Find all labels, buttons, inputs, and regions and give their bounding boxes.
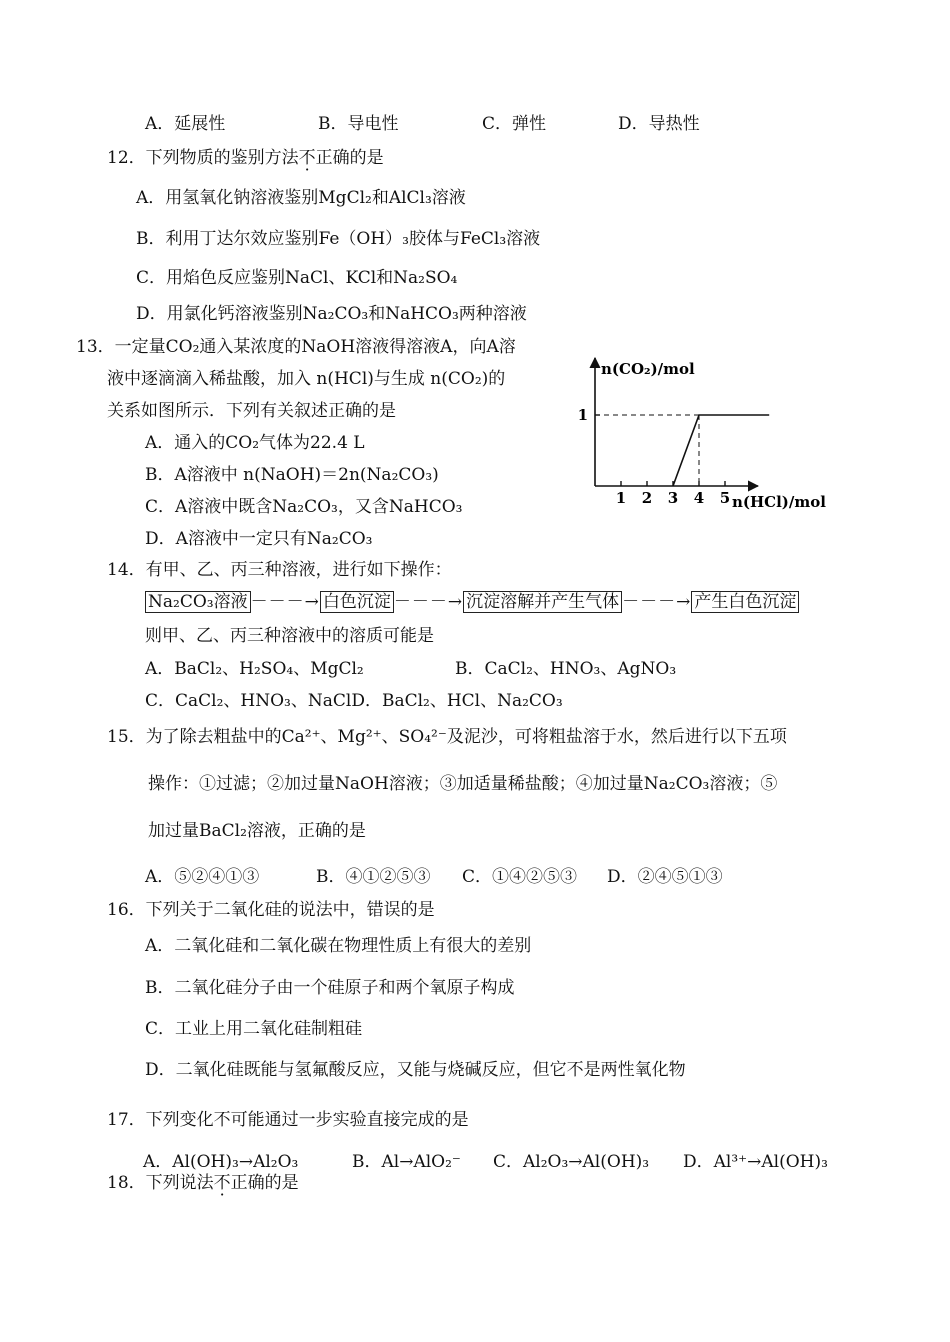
q11-option-c: C．弹性 — [482, 114, 547, 134]
flow-box-precipitate: 白色沉淀 — [320, 591, 394, 613]
flow-box-end: 产生白色沉淀 — [691, 591, 799, 613]
q15-stem-line1: 15．为了除去粗盐中的Ca²⁺、Mg²⁺、SO₄²⁻及泥沙，可将粗盐溶于水，然后进行以下五项 — [107, 727, 787, 747]
q16-option-b: B．二氧化硅分子由一个硅原子和两个氧原子构成 — [145, 978, 515, 998]
q12-stem-pre: 12．下列物质的鉴别方法 — [107, 148, 299, 168]
q13-stem-line1: 13．一定量CO₂通入某浓度的NaOH溶液得溶液A，向A溶 — [76, 337, 516, 357]
q18-emphasis: 不 — [213, 1173, 231, 1193]
q12-stem-post: 正确的是 — [315, 148, 384, 168]
q13-option-c: C．A溶液中既含Na₂CO₃，又含NaHCO₃ — [145, 497, 463, 517]
q14-flow — [145, 591, 799, 613]
q14-options-cd: C．CaCl₂、HNO₃、NaClD．BaCl₂、HCl、Na₂CO₃ — [145, 691, 563, 711]
q11-option-a: A．延展性 — [145, 114, 226, 134]
q16-stem: 16．下列关于二氧化硅的说法中，错误的是 — [107, 900, 435, 920]
q14-option-b: B．CaCl₂、HNO₃、AgNO₃ — [455, 659, 677, 679]
flow-box-dissolve: 沉淀溶解并产生气体 — [463, 591, 622, 613]
q13-option-a: A．通入的CO₂气体为22.4 L — [145, 433, 365, 453]
x-tick-label: 5 — [719, 489, 731, 507]
q12-emphasis: 不 — [298, 148, 316, 168]
q13-option-b: B．A溶液中 n(NaOH)＝2n(Na₂CO₃) — [145, 465, 439, 485]
q13-stem-line3: 关系如图所示．下列有关叙述正确的是 — [107, 401, 396, 421]
q13-stem-line2: 液中逐滴滴入稀盐酸，加入 n(HCl)与生成 n(CO₂)的 — [107, 369, 506, 389]
q17-option-c: C．Al₂O₃→Al(OH)₃ — [493, 1152, 650, 1172]
q17-option-b: B．Al→AlO₂⁻ — [352, 1152, 461, 1172]
flow-arrow-1: －－－→ — [250, 592, 320, 612]
q12-option-c: C．用焰色反应鉴别NaCl、KCl和Na₂SO₄ — [136, 268, 458, 288]
q14-question: 则甲、乙、丙三种溶液中的溶质可能是 — [145, 626, 434, 646]
x-tick-label: 2 — [641, 489, 653, 507]
q14-option-a: A．BaCl₂、H₂SO₄、MgCl₂ — [145, 659, 364, 679]
x-tick-label: 4 — [693, 489, 705, 507]
q18-stem-pre: 18．下列说法 — [107, 1173, 214, 1193]
q16-option-c: C．工业上用二氧化硅制粗硅 — [145, 1019, 363, 1039]
q17-option-d: D．Al³⁺→Al(OH)₃ — [683, 1152, 828, 1172]
y-tick-label: 1 — [577, 406, 588, 424]
q11-option-b: B．导电性 — [318, 114, 399, 134]
q12-option-a: A．用氢氧化钠溶液鉴别MgCl₂和AlCl₃溶液 — [136, 188, 466, 208]
q12-stem — [107, 147, 384, 169]
y-axis-label: n(CO₂)/mol — [601, 360, 695, 378]
q18-stem-post: 正确的是 — [230, 1173, 299, 1193]
q13-option-d: D．A溶液中一定只有Na₂CO₃ — [145, 529, 373, 549]
q17-option-a: A．Al(OH)₃→Al₂O₃ — [143, 1152, 299, 1172]
q17-stem: 17．下列变化不可能通过一步实验直接完成的是 — [107, 1110, 469, 1130]
q18-stem — [107, 1172, 299, 1194]
q16-option-d: D．二氧化硅既能与氢氟酸反应，又能与烧碱反应，但它不是两性氧化物 — [145, 1060, 686, 1080]
q15-stem-line2: 操作：①过滤；②加过量NaOH溶液；③加适量稀盐酸；④加过量Na₂CO₃溶液；⑤ — [148, 774, 778, 794]
flow-arrow-2: －－－→ — [393, 592, 464, 612]
q16-option-a: A．二氧化硅和二氧化碳在物理性质上有很大的差别 — [145, 936, 532, 956]
x-axis-label: n(HCl)/mol — [732, 493, 826, 511]
q15-option-c: C．①④②⑤③ — [462, 867, 578, 887]
q14-stem: 14．有甲、乙、丙三种溶液，进行如下操作： — [107, 560, 452, 580]
q15-stem-line3: 加过量BaCl₂溶液，正确的是 — [148, 821, 366, 841]
q15-option-d: D．②④⑤①③ — [607, 867, 723, 887]
q15-option-a: A．⑤②④①③ — [145, 867, 260, 887]
co2-hcl-chart — [570, 350, 840, 520]
q15-option-b: B．④①②⑤③ — [316, 867, 431, 887]
q11-option-d: D．导热性 — [618, 114, 700, 134]
flow-box-start: Na₂CO₃溶液 — [145, 591, 251, 613]
x-tick-label: 1 — [615, 489, 627, 507]
q12-option-d: D．用氯化钙溶液鉴别Na₂CO₃和NaHCO₃两种溶液 — [136, 304, 527, 324]
q12-option-b: B．利用丁达尔效应鉴别Fe（OH）₃胶体与FeCl₃溶液 — [136, 229, 541, 249]
series-line — [673, 415, 769, 486]
flow-arrow-3: －－－→ — [622, 592, 692, 612]
x-tick-label: 3 — [667, 489, 679, 507]
